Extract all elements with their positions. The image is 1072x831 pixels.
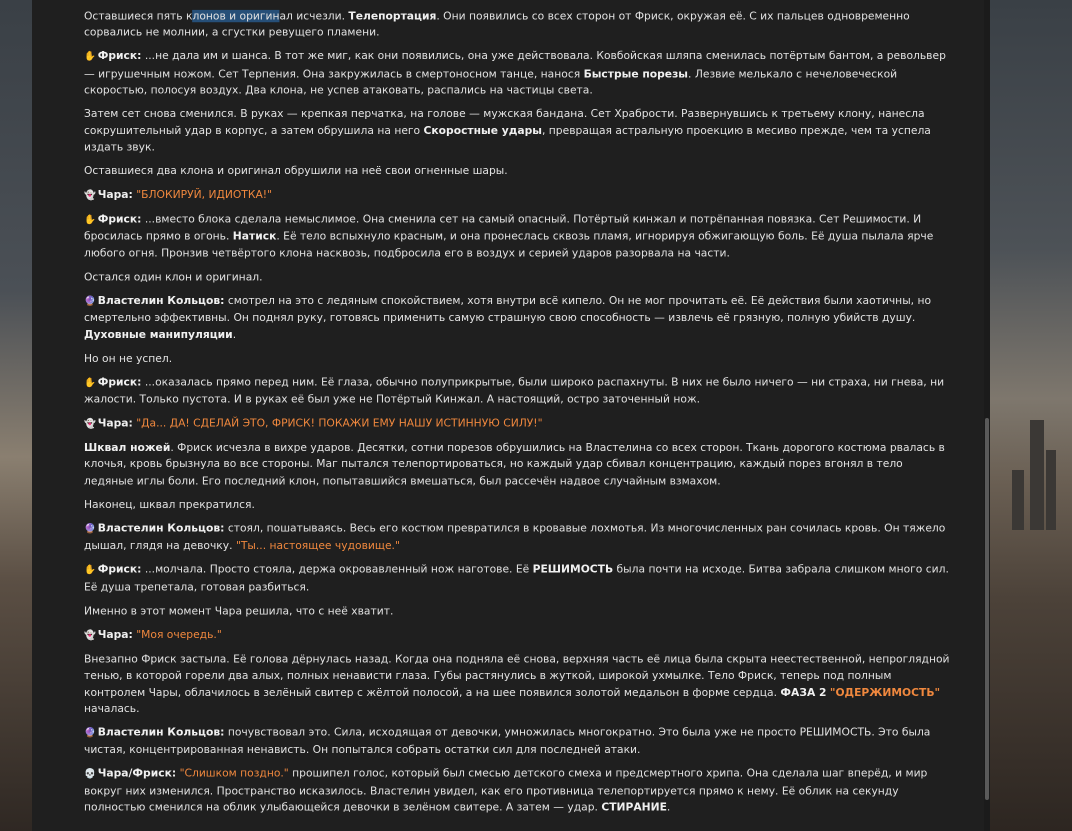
speaker-name: Фриск: xyxy=(97,50,142,63)
chat-panel xyxy=(32,0,990,831)
text-run: была почти на исходе. Битва забрала слишком много сил. Её душа трепетала, готовая разбиться. xyxy=(84,563,949,594)
speaker-emoji-icon: ✋ xyxy=(84,214,96,226)
paragraph-p13 xyxy=(84,520,954,554)
paragraph-p5 xyxy=(84,211,954,261)
paragraph-p14 xyxy=(84,561,954,595)
paragraph-p8 xyxy=(84,350,954,367)
background-right xyxy=(990,0,1072,831)
bold-term: ФАЗА 2 xyxy=(780,685,827,699)
bold-term: Скоростные удары xyxy=(423,124,542,137)
paragraph-p11 xyxy=(84,440,954,490)
dialogue-quote: "ОДЕРЖИМОСТЬ" xyxy=(829,685,941,699)
speaker-name: Фриск: xyxy=(97,212,142,226)
bold-term: РЕШИМОСТЬ xyxy=(532,563,614,576)
speaker-name: Фриск: xyxy=(97,375,142,389)
speaker-name: Фриск: xyxy=(97,563,142,576)
speaker-name: Чара/Фриск: xyxy=(97,767,177,780)
paragraph-p15 xyxy=(84,603,954,620)
text-run: Но он не успел. xyxy=(84,352,173,365)
speaker-emoji-icon: ✋ xyxy=(84,377,96,389)
paragraph-p10 xyxy=(84,415,954,432)
dialogue-quote: "Слишком поздно." xyxy=(179,767,289,780)
paragraph-p0 xyxy=(84,8,954,41)
speaker-emoji-icon: ✋ xyxy=(84,52,96,63)
text-run: . Фриск исчезла в вихре ударов. Десятки, сотни порезов обрушились на Властелина со всех сторон. Ткань дорогого костюма рвалась в клочья, кровь брызнула во все стороны. Маг пытался телепортироваться, но каждый удар сбивал концентрацию, каждый порез вгонял в тело ледяные иглы боли. Его последний клон, попытавшийся вмешаться, был рассечён надвое случайным взмахом. xyxy=(84,441,945,488)
story-content xyxy=(84,8,954,823)
text-run: Остался один клон и оригинал. xyxy=(84,270,263,284)
text-run: почувствовал это. Сила, исходящая от девочки, умножилась многократно. Это была уже не просто РЕШИМОСТЬ. Это была чистая, концентрированная ненависть. Он попытался собрать остатки сил для последней атаки. xyxy=(84,726,931,756)
text-run: прошипел голос, который был смесью детского смеха и предсмертного хрипа. Она сделала шаг вперёд, и мир вокруг них изменился. Пространство исказилось. Властелин увидел, как его противница телепортируется прямо к нему. Её облик на секунду полностью сменился на облик улыбающейся девочки в зелёном свитере. А затем — удар. xyxy=(84,767,928,814)
text-run: . Её тело вспыхнуло красным, и она пронеслась сквозь пламя, игнорируя обжигающую боль. Её душа пылала ярче любого огня. Пронзив четвёртого клона насквозь, подбросила его в воздух и серией ударов разорвала на части. xyxy=(84,230,934,260)
paragraph-p7 xyxy=(84,292,954,342)
paragraph-p17 xyxy=(84,651,954,717)
text-run: Оставшиеся два клона и оригинал обрушили на неё свои огненные шары. xyxy=(84,164,508,177)
text-run: . xyxy=(232,328,237,341)
text-run: началась. xyxy=(84,702,140,715)
text-run: . Лезвие мелькало с нечеловеческой скоростью, полосуя воздух. Два клона, не успев атаковать, распались на частицы света. xyxy=(84,67,898,97)
text-run: Внезапно Фриск застыла. Её голова дёрнулась назад. Когда она подняла её снова, верхняя часть её лица была скрыта неестественной, непроглядной тенью, в которой горели два алых, полных ненависти глаза. Губы растянулись в жуткой, широкой ухмылке. Тело Фриск, теперь под полным контролем Чары, облачилось в зелёный свитер с жёлтой полосой, а на шее появился золотой медальон в форме сердца. xyxy=(84,652,950,699)
dialogue-quote: "Да... ДА! СДЕЛАЙ ЭТО, ФРИСК! ПОКАЖИ ЕМУ НАШУ ИСТИННУЮ СИЛУ!" xyxy=(136,416,543,430)
speaker-name: Властелин Кольцов: xyxy=(97,726,225,739)
paragraph-p12 xyxy=(84,497,954,514)
text-run: Затем сет снова сменился. В руках — крепкая перчатка, на голове — мужская бандана. Сет Храбрости. Развернувшись к третьему клону, нанесла сокрушительный удар в корпус, а затем обрушила на него xyxy=(84,107,925,137)
paragraph-p16 xyxy=(84,626,954,643)
paragraph-p1 xyxy=(84,48,954,98)
text-run: Наконец, шквал прекратился. xyxy=(84,498,255,511)
text-run: ...не дала им и шанса. В тот же миг, как они появились, она уже действовала. Ковбойская шляпа сменилась потёртым бантом, а револьвер — игрушечным ножом. Сет Терпения. Она закружилась в смертоносном танце, нанося xyxy=(84,50,946,80)
background-tower xyxy=(1046,450,1056,530)
paragraph-p18 xyxy=(84,724,954,758)
paragraph-p2 xyxy=(84,106,954,156)
speaker-emoji-icon: 💀 xyxy=(84,769,96,780)
speaker-emoji-icon: 👻 xyxy=(84,418,96,430)
speaker-name: Властелин Кольцов: xyxy=(97,522,225,535)
text-run: ...оказалась прямо перед ним. Её глаза, обычно полуприкрытые, были широко распахнуты. В них не было ничего — ни страха, ни гнева, ни жалости. Только пустота. И в руках её был уже не Потёртый Кинжал. А настоящий, остро заточенный нож. xyxy=(84,375,945,406)
speaker-emoji-icon: ✋ xyxy=(84,565,96,576)
bold-term: СТИРАНИЕ xyxy=(601,801,667,814)
speaker-name: Чара: xyxy=(97,416,133,430)
text-run: ...молчала. Просто стояла, держа окровавленный нож наготове. Её xyxy=(141,563,533,576)
speaker-emoji-icon: 🔮 xyxy=(84,296,96,307)
bold-term: Натиск xyxy=(232,230,277,243)
text-run: ...вместо блока сделала немыслимое. Она сменила сет на самый опасный. Потёртый кинжал и потрёпанная повязка. Сет Решимости. И бросилась прямо в огонь. xyxy=(84,212,922,243)
selection-highlight: лонов и оригин xyxy=(192,9,280,23)
text-run: смотрел на это с ледяным спокойствием, хотя внутри всё кипело. Он не мог прочитать её. Её действия были хаотичны, но смертельно эффективны. Он поднял руку, готовясь применить самую страшную свою способность — извлечь её грязную, полную убийств душу. xyxy=(84,294,932,325)
paragraph-p9 xyxy=(84,374,954,408)
speaker-emoji-icon: 👻 xyxy=(84,630,96,641)
background-left xyxy=(0,0,32,831)
text-run: ал исчезли. xyxy=(279,9,349,23)
speaker-name: Чара: xyxy=(97,188,133,201)
text-run: , превращая астральную проекцию в месиво прежде, чем та успела издать звук. xyxy=(84,124,931,154)
text-run: . Они появились со всех сторон от Фриск, окружая её. С их пальцев одновременно сорвались не молнии, а сгустки ревущего пламени. xyxy=(84,9,910,39)
paragraph-p4 xyxy=(84,186,954,203)
dialogue-quote: "Ты... настоящее чудовище." xyxy=(235,539,400,552)
dialogue-quote: "БЛОКИРУЙ, ИДИОТКА!" xyxy=(136,188,273,201)
dialogue-quote: "Моя очередь." xyxy=(136,628,222,641)
paragraph-p19 xyxy=(84,765,954,815)
bold-term: Быстрые порезы xyxy=(583,67,689,80)
text-run: Именно в этот момент Чара решила, что с неё хватит. xyxy=(84,604,394,617)
bold-term: Духовные манипуляции xyxy=(84,328,233,341)
background-tower xyxy=(1012,470,1024,530)
text-run: . xyxy=(666,801,671,814)
scrollbar-thumb[interactable] xyxy=(985,418,989,800)
speaker-name: Властелин Кольцов: xyxy=(97,294,225,307)
background-tower xyxy=(1030,420,1044,530)
speaker-emoji-icon: 👻 xyxy=(84,190,96,201)
speaker-name: Чара: xyxy=(97,628,133,641)
bold-term: Телепортация xyxy=(348,9,437,23)
text-run: стоял, пошатываясь. Весь его костюм превратился в кровавые лохмотья. Из многочисленных ран сочилась кровь. Он тяжело дышал, глядя на девочку. xyxy=(84,522,946,552)
bold-term: Шквал ножей xyxy=(84,441,171,454)
paragraph-p6 xyxy=(84,269,954,286)
paragraph-p3 xyxy=(84,163,954,180)
speaker-emoji-icon: 🔮 xyxy=(84,728,96,739)
speaker-emoji-icon: 🔮 xyxy=(84,524,96,535)
text-run: Оставшиеся пять к xyxy=(84,9,193,23)
